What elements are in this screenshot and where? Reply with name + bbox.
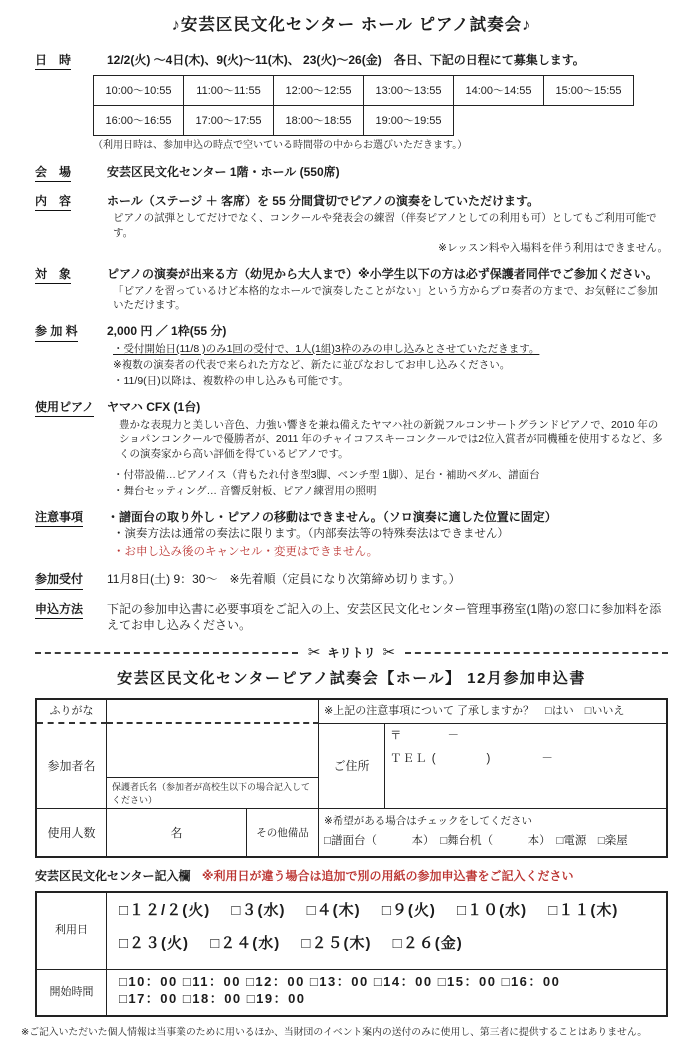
- target-label: 対 象: [35, 266, 97, 313]
- content-body: [107, 193, 668, 255]
- scissors-icon: ✂: [382, 643, 396, 661]
- people-count-unit: 名: [107, 809, 247, 856]
- scissors-icon: ✂: [307, 643, 321, 661]
- target-main: ピアノの演奏が出来る方（幼児から大人まで）※小学生以下の方は必ず保護者同伴でご参加ください。: [107, 266, 658, 281]
- fee-body: [107, 323, 668, 388]
- section-content: [35, 193, 668, 255]
- notes-body: [107, 509, 668, 560]
- furigana-input-area: [107, 700, 319, 724]
- section-venue: [35, 164, 668, 182]
- content-sub1: ピアノの試弾としてだけでなく、コンクールや発表会の練習（伴奏ピアノとしての利用も可）としてもご利用可能です。: [113, 212, 657, 239]
- address-label: ご住所: [319, 724, 385, 809]
- reception-label: 参加受付: [35, 571, 97, 589]
- venue-text: 安芸区民文化センター 1階・ホール (550席): [107, 164, 340, 179]
- timeslot-row-1: [93, 75, 668, 106]
- content-label: 内 容: [35, 193, 97, 255]
- piano-body: [107, 399, 668, 498]
- application-body: [107, 601, 668, 633]
- timeslot-cell: 18:00～18:55: [273, 105, 364, 136]
- notes-bullet2: ・演奏方法は通常の奏法に限ります。（内部奏法等の特殊奏法はできません）: [113, 528, 509, 541]
- timeslot-cell: 11:00～11:55: [183, 75, 274, 106]
- schedule-table: [35, 891, 668, 1017]
- fee-note: ※複数の演奏者の代表で来られた方など、新たに並びなおしてお申し込みください。: [113, 358, 511, 371]
- use-date-row-2: □２３(火) □２４(水) □２５(木) □２６(金): [119, 934, 463, 952]
- content-main: ホール（ステージ ＋ 客席）を 55 分間貸切でピアノの演奏をしていただけます。: [107, 194, 540, 209]
- office-entry-warning: ※利用日が違う場合は追加で別の用紙の参加申込書をご記入ください: [201, 869, 574, 884]
- other-equipment-area: [319, 809, 666, 856]
- application-form-table: [35, 698, 668, 858]
- timeslot-cell: 10:00～10:55: [93, 75, 184, 106]
- cut-label: キリトリ: [327, 645, 376, 660]
- venue-label: 会 場: [35, 164, 97, 182]
- venue-content: [107, 164, 668, 182]
- privacy-note: ※ご記入いただいた個人情報は当事業のために用いるほか、当財団のイベント案内の送付のみに使用し、第三者に提供することはありません。: [21, 1026, 647, 1038]
- cut-line: [35, 643, 668, 663]
- people-count-label: 使用人数: [37, 809, 107, 856]
- use-date-options: [107, 893, 666, 970]
- section-datetime: [35, 52, 668, 153]
- cut-dash-right: [405, 652, 668, 654]
- datetime-label: 日 時: [35, 52, 97, 153]
- target-sub: 「ピアノを習っているけど本格的なホールで演奏したことがない」という方からプロ奏者の方まで、お気軽にご参加いただけます。: [113, 285, 658, 312]
- office-entry-header: [35, 868, 668, 884]
- other-equipment-label: その他備品: [247, 809, 319, 856]
- start-time-options: [107, 970, 666, 1015]
- furigana-label: ふりがな: [37, 700, 107, 724]
- content-sub2: ※レッスン料や入場料を伴う利用はできません。: [438, 241, 668, 254]
- start-time-label: 開始時間: [37, 970, 107, 1015]
- section-target: [35, 266, 668, 313]
- other-equipment-options: □譜面台（ 本） □舞台机（ 本） □電源 □楽屋: [324, 834, 628, 847]
- other-equipment-note: ※希望がある場合はチェックをしてください: [324, 815, 532, 828]
- start-time-row-2: □17：00 □18：00 □19：00: [119, 991, 306, 1007]
- notes-label: 注意事項: [35, 509, 97, 560]
- reception-body: [107, 571, 668, 589]
- timeslot-cell: 19:00～19:55: [363, 105, 454, 136]
- timeslot-cell: 17:00～17:55: [183, 105, 274, 136]
- timeslot-note: （利用日時は、参加申込の時点で空いている時間帯の中からお選びいただきます。）: [93, 140, 468, 152]
- participant-name-label: 参加者名: [37, 724, 107, 809]
- address-input-area: [385, 724, 666, 809]
- use-date-label: 利用日: [37, 893, 107, 970]
- piano-desc: 豊かな表現力と美しい音色、力強い響きを兼ね備えたヤマハ社の新鋭フルコンサートグランドピアノで、2010 年のショパンコンクールで優勝者が、2011 年のチャイコフスキーコンクールでは2位入賞者が同機種を使用するなど、多くの演奏家から高い評価を得ているピアノです。: [119, 419, 663, 460]
- timeslot-cell: 12:00～12:55: [273, 75, 364, 106]
- section-reception: [35, 571, 668, 589]
- timeslot-cell: 13:00～13:55: [363, 75, 454, 106]
- start-time-row-1: □10：00 □11：00 □12：00 □13：00 □14：00 □15：00 □16：00: [119, 973, 561, 989]
- reception-text: 11月8日(土) 9：30～ ※先着順（定員になり次第締め切ります。）: [107, 572, 461, 587]
- cut-label-group: [298, 643, 405, 663]
- office-entry-label: 安芸区民文化センター記入欄: [35, 869, 191, 884]
- section-application: [35, 601, 668, 633]
- use-date-row-1: □１２/２(火) □３(水) □４(木) □９(火) □１０(水) □１１(木): [119, 901, 619, 919]
- guardian-name-label: 保護者氏名（参加者が高校生以下の場合記入してください）: [107, 778, 319, 809]
- page-title: ♪安芸区民文化センター ホール ピアノ試奏会♪: [171, 16, 532, 34]
- application-label: 申込方法: [35, 601, 97, 633]
- timeslot-cell: 15:00～15:55: [543, 75, 634, 106]
- fee-bullet1: ・受付開始日(11/8 )のみ1回の受付で、1人(1組)3枠のみの申し込みとさせていただきます。: [113, 342, 540, 355]
- timeslot-table: [93, 75, 668, 136]
- piano-label: 使用ピアノ: [35, 399, 97, 498]
- fee-label: 参 加 料: [35, 323, 97, 388]
- cut-dash-left: [35, 652, 298, 654]
- datetime-text: 12/2(火) ～4日(木)、9(火)～11(木)、 23(火)～26(金) 各日、下記の日程にて募集します。: [107, 53, 585, 68]
- application-text: 下記の参加申込書に必要事項をご記入の上、安芸区民文化センター管理事務室(1階)の窓口に参加料を添えてお申し込みください。: [107, 601, 662, 632]
- datetime-content: [93, 52, 668, 153]
- piano-bullet2: ・舞台セッティング… 音響反射板、ピアノ練習用の照明: [113, 484, 377, 497]
- notes-bullet1: ・譜面台の取り外し・ピアノの移動はできません。（ソロ演奏に適した位置に固定）: [107, 510, 557, 525]
- tel-line: ＴＥＬ ( ) －: [390, 752, 554, 765]
- postal-code-line: 〒 －: [390, 730, 459, 743]
- target-body: [107, 266, 668, 313]
- fee-main: 2,000 円 ／ 1枠(55 分): [107, 324, 227, 339]
- fee-bullet2: ・11/9(日)以降は、複数枠の申し込みも可能です。: [113, 374, 349, 387]
- section-notes: [35, 509, 668, 560]
- piano-bullet1: ・付帯設備…ピアノイス（背もたれ付き型3脚、ベンチ型 1脚）、足台・補助ペダル、譜面台: [113, 468, 540, 481]
- section-fee: [35, 323, 668, 388]
- piano-main: ヤマハ CFX (1台): [107, 400, 201, 415]
- notes-bullet3: ・お申し込み後のキャンセル・変更はできません。: [113, 545, 379, 558]
- section-piano: [35, 399, 668, 498]
- timeslot-cell: 14:00～14:55: [453, 75, 544, 106]
- timeslot-row-2: [93, 105, 668, 136]
- timeslot-cell: 16:00～16:55: [93, 105, 184, 136]
- form-title: 安芸区民文化センターピアノ試奏会【ホール】 12月参加申込書: [117, 670, 586, 688]
- participant-name-input-area: [107, 724, 319, 778]
- consent-question: ※上記の注意事項について 了承しますか？ □はい □いいえ: [319, 700, 666, 724]
